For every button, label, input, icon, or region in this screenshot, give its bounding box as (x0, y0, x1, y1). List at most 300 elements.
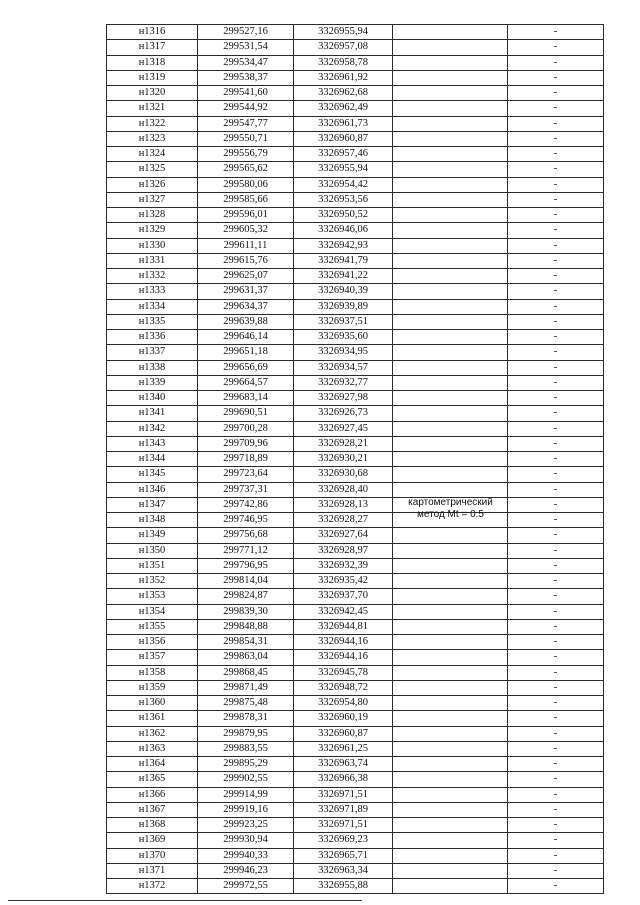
table-row (107, 147, 604, 162)
y-coordinate-cell: 3326960,19 (294, 711, 393, 726)
point-number-cell: н1318 (107, 55, 198, 70)
mark-cell: - (508, 650, 604, 665)
mark-cell: - (508, 345, 604, 360)
y-coordinate-cell: 3326932,39 (294, 558, 393, 573)
mark-cell: - (508, 162, 604, 177)
table-row (107, 589, 604, 604)
x-coordinate-cell: 299550,71 (198, 131, 294, 146)
x-coordinate-cell: 299848,88 (198, 619, 294, 634)
x-coordinate-cell: 299615,76 (198, 253, 294, 268)
table-row (107, 558, 604, 573)
method-cell (393, 131, 508, 146)
point-number-cell: н1356 (107, 635, 198, 650)
table-row (107, 726, 604, 741)
y-coordinate-cell: 3326954,80 (294, 696, 393, 711)
y-coordinate-cell: 3326941,22 (294, 269, 393, 284)
mark-cell: - (508, 375, 604, 390)
mark-cell: - (508, 86, 604, 101)
x-coordinate-cell: 299902,55 (198, 772, 294, 787)
mark-cell: - (508, 452, 604, 467)
method-cell (393, 177, 508, 192)
table-row (107, 299, 604, 314)
mark-cell: - (508, 497, 604, 512)
method-cell (393, 665, 508, 680)
table-row (107, 650, 604, 665)
point-number-cell: н1359 (107, 680, 198, 695)
x-coordinate-cell: 299923,25 (198, 818, 294, 833)
y-coordinate-cell: 3326942,45 (294, 604, 393, 619)
coordinates-table-body (107, 25, 604, 894)
table-row (107, 360, 604, 375)
table-row (107, 802, 604, 817)
method-cell (393, 421, 508, 436)
mark-cell: - (508, 879, 604, 894)
y-coordinate-cell: 3326944,81 (294, 619, 393, 634)
method-cell (393, 147, 508, 162)
table-row (107, 482, 604, 497)
table-row (107, 70, 604, 85)
table-row (107, 208, 604, 223)
table-row (107, 314, 604, 329)
point-number-cell: н1332 (107, 269, 198, 284)
method-cell (393, 238, 508, 253)
method-cell (393, 558, 508, 573)
point-number-cell: н1324 (107, 147, 198, 162)
mark-cell: - (508, 177, 604, 192)
table-row (107, 757, 604, 772)
x-coordinate-cell: 299631,37 (198, 284, 294, 299)
point-number-cell: н1322 (107, 116, 198, 131)
point-number-cell: н1360 (107, 696, 198, 711)
point-number-cell: н1325 (107, 162, 198, 177)
point-number-cell: н1371 (107, 863, 198, 878)
mark-cell: - (508, 421, 604, 436)
mark-cell: - (508, 619, 604, 634)
mark-cell: - (508, 55, 604, 70)
y-coordinate-cell: 3326928,21 (294, 436, 393, 451)
y-coordinate-cell: 3326948,72 (294, 680, 393, 695)
point-number-cell: н1333 (107, 284, 198, 299)
method-cell (393, 360, 508, 375)
point-number-cell: н1362 (107, 726, 198, 741)
method-cell (393, 284, 508, 299)
mark-cell: - (508, 543, 604, 558)
y-coordinate-cell: 3326960,87 (294, 131, 393, 146)
x-coordinate-cell: 299625,07 (198, 269, 294, 284)
table-row (107, 162, 604, 177)
y-coordinate-cell: 3326961,25 (294, 741, 393, 756)
x-coordinate-cell: 299746,95 (198, 513, 294, 528)
x-coordinate-cell: 299878,31 (198, 711, 294, 726)
point-number-cell: н1347 (107, 497, 198, 512)
point-number-cell: н1358 (107, 665, 198, 680)
point-number-cell: н1319 (107, 70, 198, 85)
x-coordinate-cell: 299531,54 (198, 40, 294, 55)
table-row (107, 421, 604, 436)
table-row (107, 330, 604, 345)
method-cell (393, 314, 508, 329)
table-row (107, 604, 604, 619)
x-coordinate-cell: 299824,87 (198, 589, 294, 604)
point-number-cell: н1370 (107, 848, 198, 863)
x-coordinate-cell: 299914,99 (198, 787, 294, 802)
mark-cell: - (508, 604, 604, 619)
mark-cell: - (508, 70, 604, 85)
method-cell (393, 818, 508, 833)
mark-cell: - (508, 208, 604, 223)
mark-cell: - (508, 558, 604, 573)
y-coordinate-cell: 3326955,94 (294, 162, 393, 177)
table-row (107, 192, 604, 207)
point-number-cell: н1364 (107, 757, 198, 772)
x-coordinate-cell: 299854,31 (198, 635, 294, 650)
x-coordinate-cell: 299544,92 (198, 101, 294, 116)
y-coordinate-cell: 3326928,40 (294, 482, 393, 497)
x-coordinate-cell: 299940,33 (198, 848, 294, 863)
point-number-cell: н1341 (107, 406, 198, 421)
method-cell (393, 833, 508, 848)
mark-cell: - (508, 787, 604, 802)
point-number-cell: н1320 (107, 86, 198, 101)
method-cell (393, 879, 508, 894)
mark-cell: - (508, 680, 604, 695)
point-number-cell: н1323 (107, 131, 198, 146)
y-coordinate-cell: 3326926,73 (294, 406, 393, 421)
method-cell (393, 772, 508, 787)
method-cell (393, 650, 508, 665)
method-cell (393, 696, 508, 711)
table-row (107, 391, 604, 406)
point-number-cell: н1339 (107, 375, 198, 390)
y-coordinate-cell: 3326957,08 (294, 40, 393, 55)
mark-cell: - (508, 818, 604, 833)
method-cell (393, 848, 508, 863)
x-coordinate-cell: 299690,51 (198, 406, 294, 421)
table-row (107, 772, 604, 787)
method-cell (393, 375, 508, 390)
method-cell (393, 757, 508, 772)
table-row (107, 635, 604, 650)
method-cell (393, 589, 508, 604)
y-coordinate-cell: 3326937,70 (294, 589, 393, 604)
method-cell (393, 406, 508, 421)
y-coordinate-cell: 3326955,88 (294, 879, 393, 894)
mark-cell: - (508, 147, 604, 162)
mark-cell: - (508, 101, 604, 116)
table-row (107, 55, 604, 70)
x-coordinate-cell: 299547,77 (198, 116, 294, 131)
x-coordinate-cell: 299605,32 (198, 223, 294, 238)
method-line-2: метод Mt = 0.5 (417, 509, 484, 520)
method-cell (393, 543, 508, 558)
table-row (107, 284, 604, 299)
table-row (107, 863, 604, 878)
x-coordinate-cell: 299742,86 (198, 497, 294, 512)
point-number-cell: н1327 (107, 192, 198, 207)
point-number-cell: н1366 (107, 787, 198, 802)
y-coordinate-cell: 3326957,46 (294, 147, 393, 162)
y-coordinate-cell: 3326932,77 (294, 375, 393, 390)
method-cell (393, 269, 508, 284)
x-coordinate-cell: 299664,57 (198, 375, 294, 390)
mark-cell: - (508, 665, 604, 680)
y-coordinate-cell: 3326935,60 (294, 330, 393, 345)
table-row (107, 543, 604, 558)
point-number-cell: н1363 (107, 741, 198, 756)
x-coordinate-cell: 299527,16 (198, 25, 294, 40)
point-number-cell: н1368 (107, 818, 198, 833)
x-coordinate-cell: 299683,14 (198, 391, 294, 406)
method-cell (393, 25, 508, 40)
point-number-cell: н1372 (107, 879, 198, 894)
y-coordinate-cell: 3326961,73 (294, 116, 393, 131)
mark-cell: - (508, 25, 604, 40)
x-coordinate-cell: 299796,95 (198, 558, 294, 573)
method-cell (393, 253, 508, 268)
mark-cell: - (508, 223, 604, 238)
method-cell (393, 330, 508, 345)
x-coordinate-cell: 299919,16 (198, 802, 294, 817)
point-number-cell: н1335 (107, 314, 198, 329)
table-row (107, 497, 604, 512)
method-cell (393, 680, 508, 695)
mark-cell: - (508, 284, 604, 299)
method-cell (393, 619, 508, 634)
x-coordinate-cell: 299646,14 (198, 330, 294, 345)
point-number-cell: н1367 (107, 802, 198, 817)
method-cell (393, 192, 508, 207)
y-coordinate-cell: 3326966,38 (294, 772, 393, 787)
x-coordinate-cell: 299771,12 (198, 543, 294, 558)
table-row (107, 848, 604, 863)
y-coordinate-cell: 3326962,49 (294, 101, 393, 116)
method-cell (393, 86, 508, 101)
y-coordinate-cell: 3326954,42 (294, 177, 393, 192)
y-coordinate-cell: 3326963,34 (294, 863, 393, 878)
y-coordinate-cell: 3326941,79 (294, 253, 393, 268)
point-number-cell: н1343 (107, 436, 198, 451)
y-coordinate-cell: 3326950,52 (294, 208, 393, 223)
y-coordinate-cell: 3326927,98 (294, 391, 393, 406)
mark-cell: - (508, 711, 604, 726)
table-row (107, 665, 604, 680)
mark-cell: - (508, 833, 604, 848)
point-number-cell: н1352 (107, 574, 198, 589)
y-coordinate-cell: 3326937,51 (294, 314, 393, 329)
table-row (107, 269, 604, 284)
method-cell (393, 574, 508, 589)
x-coordinate-cell: 299541,60 (198, 86, 294, 101)
y-coordinate-cell: 3326955,94 (294, 25, 393, 40)
x-coordinate-cell: 299875,48 (198, 696, 294, 711)
y-coordinate-cell: 3326928,27 (294, 513, 393, 528)
mark-cell: - (508, 269, 604, 284)
y-coordinate-cell: 3326934,95 (294, 345, 393, 360)
y-coordinate-cell: 3326969,23 (294, 833, 393, 848)
y-coordinate-cell: 3326971,51 (294, 818, 393, 833)
y-coordinate-cell: 3326928,13 (294, 497, 393, 512)
method-cell (393, 726, 508, 741)
x-coordinate-cell: 299651,18 (198, 345, 294, 360)
y-coordinate-cell: 3326965,71 (294, 848, 393, 863)
table-row (107, 101, 604, 116)
y-coordinate-cell: 3326946,06 (294, 223, 393, 238)
y-coordinate-cell: 3326971,51 (294, 787, 393, 802)
x-coordinate-cell: 299634,37 (198, 299, 294, 314)
point-number-cell: н1353 (107, 589, 198, 604)
x-coordinate-cell: 299596,01 (198, 208, 294, 223)
mark-cell: - (508, 40, 604, 55)
table-row (107, 467, 604, 482)
x-coordinate-cell: 299883,55 (198, 741, 294, 756)
point-number-cell: н1337 (107, 345, 198, 360)
x-coordinate-cell: 299863,04 (198, 650, 294, 665)
mark-cell: - (508, 467, 604, 482)
mark-cell: - (508, 436, 604, 451)
point-number-cell: н1338 (107, 360, 198, 375)
table-row (107, 818, 604, 833)
table-row (107, 436, 604, 451)
point-number-cell: н1328 (107, 208, 198, 223)
point-number-cell: н1330 (107, 238, 198, 253)
x-coordinate-cell: 299718,89 (198, 452, 294, 467)
method-cell (393, 55, 508, 70)
mark-cell: - (508, 589, 604, 604)
table-row (107, 711, 604, 726)
mark-cell: - (508, 131, 604, 146)
y-coordinate-cell: 3326945,78 (294, 665, 393, 680)
table-row (107, 131, 604, 146)
point-number-cell: н1355 (107, 619, 198, 634)
table-row (107, 787, 604, 802)
mark-cell: - (508, 253, 604, 268)
y-coordinate-cell: 3326939,89 (294, 299, 393, 314)
method-cell (393, 863, 508, 878)
x-coordinate-cell: 299709,96 (198, 436, 294, 451)
table-row (107, 741, 604, 756)
table-row (107, 452, 604, 467)
x-coordinate-cell: 299895,29 (198, 757, 294, 772)
table-row (107, 574, 604, 589)
table-row (107, 116, 604, 131)
point-number-cell: н1369 (107, 833, 198, 848)
mark-cell: - (508, 299, 604, 314)
y-coordinate-cell: 3326962,68 (294, 86, 393, 101)
method-cell (393, 162, 508, 177)
table-row (107, 40, 604, 55)
y-coordinate-cell: 3326935,42 (294, 574, 393, 589)
point-number-cell: н1336 (107, 330, 198, 345)
x-coordinate-cell: 299737,31 (198, 482, 294, 497)
mark-cell: - (508, 635, 604, 650)
point-number-cell: н1346 (107, 482, 198, 497)
table-row (107, 25, 604, 40)
table-row (107, 375, 604, 390)
table-row (107, 696, 604, 711)
mark-cell: - (508, 574, 604, 589)
x-coordinate-cell: 299868,45 (198, 665, 294, 680)
point-number-cell: н1316 (107, 25, 198, 40)
table-row (107, 86, 604, 101)
mark-cell: - (508, 360, 604, 375)
mark-cell: - (508, 406, 604, 421)
method-cell (393, 741, 508, 756)
mark-cell: - (508, 314, 604, 329)
method-cell (393, 70, 508, 85)
y-coordinate-cell: 3326928,97 (294, 543, 393, 558)
table-row (107, 680, 604, 695)
y-coordinate-cell: 3326940,39 (294, 284, 393, 299)
table-row (107, 238, 604, 253)
mark-cell: - (508, 482, 604, 497)
table-row (107, 833, 604, 848)
point-number-cell: н1334 (107, 299, 198, 314)
point-number-cell: н1321 (107, 101, 198, 116)
method-cell (393, 101, 508, 116)
method-cell (393, 436, 508, 451)
method-cell (393, 787, 508, 802)
method-cell (393, 467, 508, 482)
x-coordinate-cell: 299700,28 (198, 421, 294, 436)
mark-cell: - (508, 848, 604, 863)
point-number-cell: н1331 (107, 253, 198, 268)
method-cell (393, 452, 508, 467)
method-cell (393, 528, 508, 543)
mark-cell: - (508, 696, 604, 711)
x-coordinate-cell: 299585,66 (198, 192, 294, 207)
footer-rule (8, 900, 362, 901)
x-coordinate-cell: 299814,04 (198, 574, 294, 589)
method-cell (393, 116, 508, 131)
x-coordinate-cell: 299538,37 (198, 70, 294, 85)
point-number-cell: н1326 (107, 177, 198, 192)
y-coordinate-cell: 3326930,21 (294, 452, 393, 467)
table-row (107, 406, 604, 421)
x-coordinate-cell: 299871,49 (198, 680, 294, 695)
x-coordinate-cell: 299723,64 (198, 467, 294, 482)
table-row (107, 177, 604, 192)
method-cell (393, 208, 508, 223)
point-number-cell: н1317 (107, 40, 198, 55)
mark-cell: - (508, 192, 604, 207)
y-coordinate-cell: 3326944,16 (294, 635, 393, 650)
point-number-cell: н1361 (107, 711, 198, 726)
coordinates-table (106, 24, 604, 894)
x-coordinate-cell: 299756,68 (198, 528, 294, 543)
method-cell (393, 345, 508, 360)
mark-cell: - (508, 802, 604, 817)
x-coordinate-cell: 299946,23 (198, 863, 294, 878)
x-coordinate-cell: 299656,69 (198, 360, 294, 375)
point-number-cell: н1350 (107, 543, 198, 558)
mark-cell: - (508, 726, 604, 741)
x-coordinate-cell: 299580,06 (198, 177, 294, 192)
mark-cell: - (508, 528, 604, 543)
y-coordinate-cell: 3326927,64 (294, 528, 393, 543)
table-row (107, 253, 604, 268)
y-coordinate-cell: 3326963,74 (294, 757, 393, 772)
method-cell (393, 635, 508, 650)
point-number-cell: н1340 (107, 391, 198, 406)
mark-cell: - (508, 757, 604, 772)
point-number-cell: н1348 (107, 513, 198, 528)
y-coordinate-cell: 3326958,78 (294, 55, 393, 70)
point-number-cell: н1354 (107, 604, 198, 619)
method-cell (393, 391, 508, 406)
x-coordinate-cell: 299534,47 (198, 55, 294, 70)
y-coordinate-cell: 3326930,68 (294, 467, 393, 482)
table-row (107, 513, 604, 528)
